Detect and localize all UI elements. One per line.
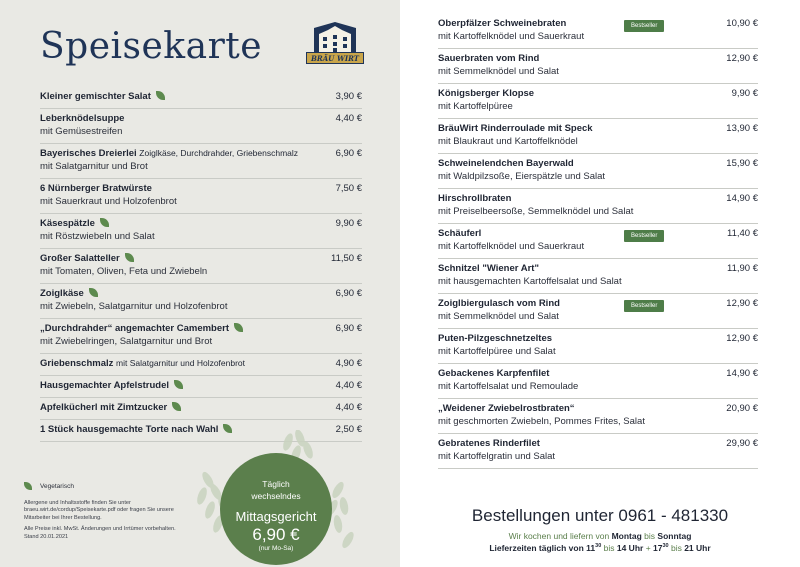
menu-item — [40, 319, 362, 354]
menu-item-name: Griebenschmalz — [40, 358, 114, 369]
menu-item-desc: mit Preiselbeersoße, Semmelknödel und Salat — [438, 206, 634, 217]
menu-item-desc: mit Salatgarnitur und Brot — [40, 161, 148, 172]
order-time-1: 11 — [586, 543, 596, 553]
menu-item-price: 13,90 € — [726, 123, 758, 134]
menu-item-price: 6,90 € — [335, 148, 362, 159]
menu-item-price: 14,90 € — [726, 368, 758, 379]
menu-item-desc: mit Kartoffelknödel und Sauerkraut — [438, 241, 585, 252]
menu-item — [438, 364, 758, 399]
menu-item-price: 12,90 € — [726, 298, 758, 309]
menu-item-price: 11,90 € — [727, 263, 758, 274]
menu-item-price: 29,90 € — [726, 438, 758, 449]
menu-item — [438, 119, 758, 154]
menu-item-price: 3,90 € — [335, 91, 362, 102]
menu-list-right — [438, 14, 758, 469]
special-line-3: Mittagsgericht — [235, 509, 317, 524]
menu-item-name: Leberknödelsuppe — [40, 113, 125, 124]
menu-item — [40, 214, 362, 249]
menu-item-title — [40, 322, 310, 335]
menu-item-name: Gebratenes Rinderfilet — [438, 438, 540, 449]
menu-item-title — [40, 379, 310, 392]
order-hours-plus: + — [643, 543, 654, 553]
menu-item — [438, 434, 758, 469]
menu-item — [40, 398, 362, 420]
bestseller-badge: Bestseller — [624, 20, 664, 32]
menu-item-price: 15,90 € — [726, 158, 758, 169]
price-note: Alle Preise inkl. MwSt. Änderungen und Irrtümer vorbehalten. Stand 20.01.2021 — [24, 526, 176, 540]
menu-item-title — [40, 182, 310, 195]
menu-item-desc: mit Zwiebelringen, Salatgarnitur und Brot — [40, 336, 213, 347]
menu-item-price: 6,90 € — [335, 288, 362, 299]
menu-item — [40, 284, 362, 319]
menu-item-name: Apfelkücherl mit Zimtzucker — [40, 402, 168, 413]
special-note: (nur Mo-Sa) — [258, 545, 294, 552]
menu-item-desc: mit Zwiebeln, Salatgarnitur und Holzofenbrot — [40, 301, 228, 312]
menu-item-name: Großer Salatteller — [40, 253, 120, 264]
menu-item-name: Zoiglbiergulasch vom Rind — [438, 298, 560, 309]
order-hours-line — [400, 543, 800, 553]
menu-item-inline-desc: mit Salatgarnitur und Holzofenbrot — [116, 358, 246, 368]
menu-item-desc: mit geschmorten Zwiebeln, Pommes Frites, Salat — [438, 416, 645, 427]
vegetarian-leaf-icon — [100, 218, 109, 227]
vegetarian-leaf-icon — [172, 402, 181, 411]
menu-item-title — [40, 217, 310, 230]
daily-special-badge — [220, 453, 332, 565]
menu-item-title — [40, 401, 310, 414]
menu-item-name: Gebackenes Karpfenfilet — [438, 368, 550, 379]
order-time-4: 21 Uhr — [684, 543, 711, 553]
special-price: 6,90 € — [252, 525, 300, 544]
menu-item-name: „Weidener Zwiebelrostbraten“ — [438, 403, 575, 414]
menu-item-name: BräuWirt Rinderroulade mit Speck — [438, 123, 593, 134]
menu-item — [40, 144, 362, 179]
legend-label: Vegetarisch — [40, 482, 74, 490]
menu-item-desc: mit Sauerkraut und Holzofenbrot — [40, 196, 177, 207]
menu-item-desc: mit Röstzwiebeln und Salat — [40, 231, 155, 242]
menu-item — [438, 189, 758, 224]
menu-item-price: 9,90 € — [335, 218, 362, 229]
menu-item — [40, 87, 362, 109]
menu-item-inline-desc: Zoiglkäse, Durchdrahder, Griebenschmalz — [139, 148, 299, 158]
menu-item-title — [40, 90, 310, 103]
special-line-2: wechselndes — [251, 491, 301, 501]
menu-item-name: Schäuferl — [438, 228, 482, 239]
allergen-note: Allergene und Inhaltsstoffe finden Sie unter braeu.wirt.de/cordup/Speisekarte.pdf oder fragen Sie unsere Mitarbeiter bei Ihrer Bestellung. — [24, 500, 174, 521]
order-time-3-min: 30 — [662, 543, 669, 550]
menu-item-price: 6,90 € — [335, 323, 362, 334]
menu-item-title — [40, 287, 310, 300]
vegetarian-leaf-icon — [89, 288, 98, 297]
order-day-end: Sonntag — [657, 531, 692, 541]
menu-item-desc: mit Waldpilzsoße, Eierspätzle und Salat — [438, 171, 606, 182]
menu-item-title — [40, 357, 310, 370]
menu-item-price: 7,50 € — [335, 183, 362, 194]
menu-item-name: Käsespätzle — [40, 218, 95, 229]
menu-item-price: 12,90 € — [726, 333, 758, 344]
menu-item-name: „Durchdrahder“ angemachter Camembert — [40, 323, 229, 334]
menu-item-desc: mit Kartoffelgratin und Salat — [438, 451, 556, 462]
menu-item — [438, 154, 758, 189]
menu-item-price: 12,90 € — [726, 53, 758, 64]
braeuwirt-logo — [306, 22, 364, 66]
menu-item-price: 4,90 € — [335, 358, 362, 369]
menu-item — [438, 224, 758, 259]
menu-item-title — [40, 252, 310, 265]
menu-item-title — [40, 147, 310, 160]
order-day-start: Montag — [611, 531, 642, 541]
order-days-line — [400, 531, 800, 541]
menu-item-name: 1 Stück hausgemachte Torte nach Wahl — [40, 424, 219, 435]
menu-item-price: 20,90 € — [726, 403, 758, 414]
menu-item-desc: mit Semmelknödel und Salat — [438, 311, 559, 322]
menu-item — [438, 294, 758, 329]
menu-item-name: 6 Nürnberger Bratwürste — [40, 183, 152, 194]
menu-item — [40, 249, 362, 284]
menu-item-desc: mit Gemüsestreifen — [40, 126, 123, 137]
menu-item — [40, 109, 362, 144]
menu-item — [438, 329, 758, 364]
menu-item-name: Puten-Pilzgeschnetzeltes — [438, 333, 553, 344]
order-hours-label: Lieferzeiten täglich von — [489, 543, 587, 553]
menu-item-price: 14,90 € — [726, 193, 758, 204]
menu-item-desc: mit Kartoffelsalat und Remoulade — [438, 381, 579, 392]
menu-item — [438, 49, 758, 84]
menu-item-desc: mit Blaukraut und Kartoffelknödel — [438, 136, 578, 147]
menu-item-price: 4,40 € — [335, 113, 362, 124]
menu-item-name: Bayerisches Dreierlei — [40, 148, 137, 159]
menu-item-desc: mit Kartoffelpüree und Salat — [438, 346, 556, 357]
menu-item-price: 11,40 € — [727, 228, 758, 239]
vegetarian-leaf-icon — [125, 253, 134, 262]
order-time-3: 17 — [653, 543, 663, 553]
order-time-1-min: 30 — [595, 543, 602, 550]
menu-item-price: 10,90 € — [726, 18, 758, 29]
menu-item-name: Zoiglkäse — [40, 288, 84, 299]
vegetarian-leaf-icon — [156, 91, 165, 100]
menu-item-name: Hirschrollbraten — [438, 193, 512, 204]
logo-text-left: BRÄU — [311, 53, 335, 63]
menu-item — [438, 14, 758, 49]
bestseller-badge: Bestseller — [624, 230, 664, 242]
vegetarian-leaf-icon — [174, 380, 183, 389]
order-hours-sep-1: bis — [601, 543, 617, 553]
menu-item-desc: mit Semmelknödel und Salat — [438, 66, 559, 77]
menu-item — [438, 259, 758, 294]
menu-item-name: Kleiner gemischter Salat — [40, 91, 151, 102]
legend — [24, 482, 74, 490]
page-title: Speisekarte — [40, 26, 263, 67]
menu-item-name: Schweinelendchen Bayerwald — [438, 158, 574, 169]
logo-banner — [306, 52, 364, 64]
menu-item-desc: mit Kartoffelknödel und Sauerkraut — [438, 31, 585, 42]
menu-item-name: Sauerbraten vom Rind — [438, 53, 540, 64]
vegetarian-leaf-icon — [234, 323, 243, 332]
special-line-1: Täglich — [262, 479, 290, 489]
menu-item-price: 9,90 € — [731, 88, 758, 99]
leaf-icon — [24, 482, 32, 490]
menu-item-name: Königsberger Klopse — [438, 88, 535, 99]
order-hours-sep-2: bis — [668, 543, 685, 553]
footnotes — [24, 500, 184, 545]
menu-item-desc: mit Kartoffelpüree — [438, 101, 513, 112]
menu-item-name: Schnitzel "Wiener Art" — [438, 263, 539, 274]
building-icon — [306, 22, 364, 54]
menu-item-price: 4,40 € — [335, 402, 362, 413]
order-time-2: 14 Uhr — [616, 543, 644, 553]
order-phone-heading: Bestellungen unter 0961 - 481330 — [471, 506, 729, 525]
order-days-text: Wir kochen und liefern von — [508, 531, 612, 541]
menu-item — [40, 179, 362, 214]
menu-item-price: 11,50 € — [331, 253, 362, 264]
menu-item-desc: mit Tomaten, Oliven, Feta und Zwiebeln — [40, 266, 208, 277]
menu-item — [438, 399, 758, 434]
menu-item — [40, 354, 362, 376]
order-days-sep: bis — [641, 531, 658, 541]
menu-item-title — [40, 112, 310, 125]
menu-item-name: Oberpfälzer Schweinebraten — [438, 18, 567, 29]
menu-item — [40, 376, 362, 398]
menu-item-name: Hausgemachter Apfelstrudel — [40, 380, 169, 391]
menu-list-left — [40, 87, 362, 442]
menu-item-desc: mit hausgemachten Kartoffelsalat und Salat — [438, 276, 622, 287]
menu-item — [438, 84, 758, 119]
logo-text-right: WIRT — [336, 53, 359, 63]
menu-item-price: 4,40 € — [335, 380, 362, 391]
menu-item-price: 2,50 € — [335, 424, 362, 435]
bestseller-badge: Bestseller — [624, 300, 664, 312]
